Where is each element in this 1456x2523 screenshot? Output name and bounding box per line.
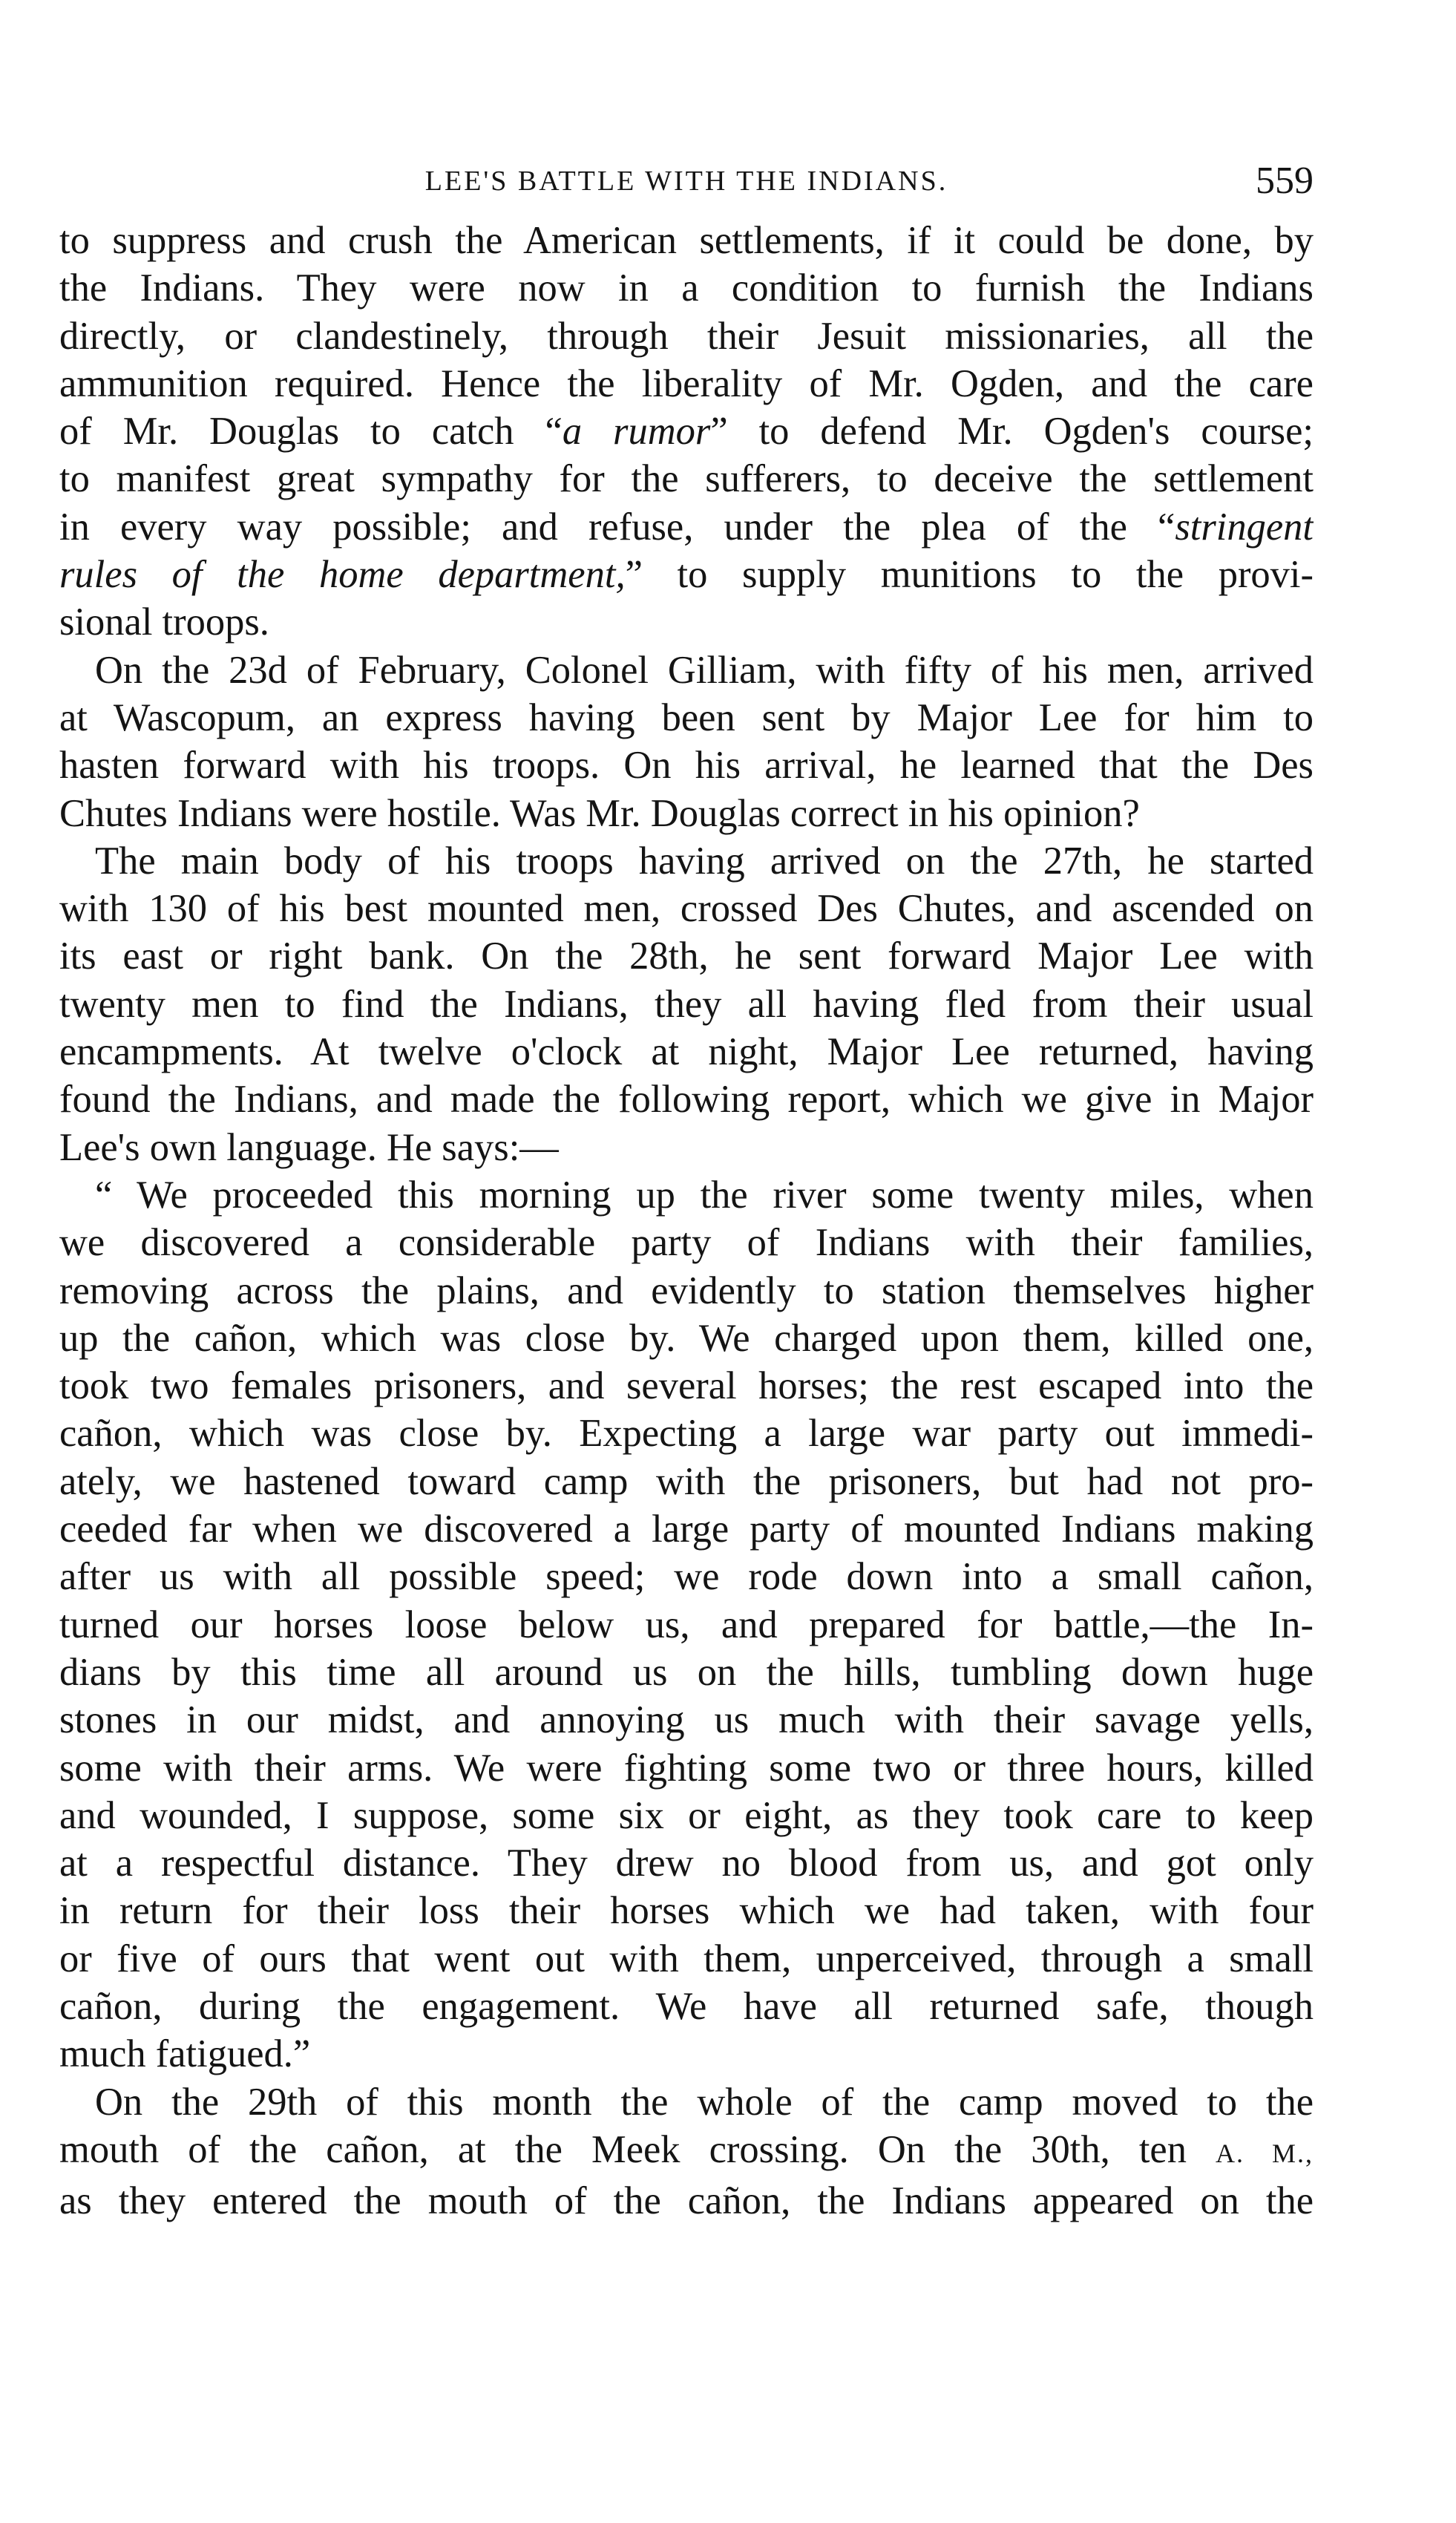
text-line: cañon, which was close by. Expecting a large war party out immedi- bbox=[59, 1412, 1314, 1456]
text-line: Chutes Indians were hostile. Was Mr. Douglas correct in his opinion? bbox=[59, 791, 1140, 835]
text-line: Lee's own language. He says:— bbox=[59, 1125, 559, 1169]
text-run: of Mr. Douglas to catch “ bbox=[59, 410, 563, 454]
paragraph-3 bbox=[59, 837, 1314, 1171]
text-run: mouth of the cañon, at the Meek crossing. On the 30th, ten bbox=[59, 2127, 1216, 2171]
text-line bbox=[59, 408, 1314, 455]
italic-phrase: rules of the home department, bbox=[59, 553, 626, 597]
text-run: “ We proceeded this morning up the river some twenty miles, when bbox=[95, 1173, 1314, 1217]
text-line: dians by this time all around us on the hills, tumbling down huge bbox=[59, 1650, 1314, 1694]
text-line: to manifest great sympathy for the sufferers, to deceive the settlement bbox=[59, 457, 1314, 501]
text-run: ” to defend Mr. Ogden's course; bbox=[710, 410, 1314, 454]
text-line: cañon, during the engagement. We have all returned safe, though bbox=[59, 1984, 1314, 2028]
page-number: 559 bbox=[1256, 160, 1314, 202]
text-line: as they entered the mouth of the cañon, the Indians appeared on the bbox=[59, 2179, 1314, 2223]
text-line bbox=[59, 1171, 1314, 1219]
text-run: ” to supply munitions to the provi- bbox=[625, 553, 1314, 597]
text-line bbox=[59, 551, 1314, 598]
text-line bbox=[59, 2126, 1314, 2177]
paragraph-5 bbox=[59, 2078, 1314, 2225]
running-head: LEE'S BATTLE WITH THE INDIANS. bbox=[424, 166, 948, 197]
text-line: with 130 of his best mounted men, crossed Des Chutes, and ascended on bbox=[59, 887, 1314, 931]
text-line: and wounded, I suppose, some six or eight, as they took care to keep bbox=[59, 1793, 1314, 1837]
text-line bbox=[59, 2078, 1314, 2126]
text-line: at Wascopum, an express having been sent by Major Lee for him to bbox=[59, 696, 1314, 739]
text-line: turned our horses loose below us, and prepared for battle,—the In- bbox=[59, 1603, 1314, 1646]
text-line bbox=[59, 837, 1314, 885]
text-line: ceeded far when we discovered a large party of mounted Indians making bbox=[59, 1508, 1314, 1551]
text-line: hasten forward with his troops. On his arrival, he learned that the Des bbox=[59, 744, 1314, 788]
text-line: twenty men to find the Indians, they all having fled from their usual bbox=[59, 982, 1314, 1026]
text-line: took two females prisoners, and several horses; the rest escaped into the bbox=[59, 1364, 1314, 1408]
page-header bbox=[59, 156, 1314, 206]
book-page bbox=[59, 156, 1314, 2225]
text-line: found the Indians, and made the following report, which we give in Major bbox=[59, 1078, 1314, 1122]
italic-phrase: stringent bbox=[1175, 505, 1314, 549]
text-line: ammunition required. Hence the liberality of Mr. Ogden, and the care bbox=[59, 361, 1314, 405]
text-line bbox=[59, 647, 1314, 694]
text-line: stones in our midst, and annoying us much with their savage yells, bbox=[59, 1698, 1314, 1742]
text-line bbox=[59, 503, 1314, 551]
text-line: sional troops. bbox=[59, 601, 269, 644]
text-line: after us with all possible speed; we rode down into a small cañon, bbox=[59, 1555, 1314, 1599]
time-abbreviation: A. M., bbox=[1216, 2138, 1314, 2168]
text-run: On the 29th of this month the whole of the camp moved to the bbox=[95, 2080, 1314, 2124]
text-line: we discovered a considerable party of Indians with their families, bbox=[59, 1221, 1314, 1265]
text-line: at a respectful distance. They drew no blood from us, and got only bbox=[59, 1842, 1314, 1885]
text-line: ately, we hastened toward camp with the prisoners, but had not pro- bbox=[59, 1459, 1314, 1503]
text-run: The main body of his troops having arrived on the 27th, he started bbox=[95, 839, 1314, 883]
italic-phrase: a rumor bbox=[562, 410, 711, 454]
text-line: in return for their loss their horses which we had taken, with four bbox=[59, 1889, 1314, 1933]
text-line: up the cañon, which was close by. We charged upon them, killed one, bbox=[59, 1316, 1314, 1360]
text-line: or five of ours that went out with them, unperceived, through a small bbox=[59, 1937, 1314, 1980]
paragraph-2 bbox=[59, 647, 1314, 837]
text-run: On the 23d of February, Colonel Gilliam, with fifty of his men, arrived bbox=[95, 648, 1314, 692]
text-line: removing across the plains, and evidently to station themselves higher bbox=[59, 1269, 1314, 1312]
text-line: its east or right bank. On the 28th, he sent forward Major Lee with bbox=[59, 935, 1314, 978]
text-line: directly, or clandestinely, through their Jesuit missionaries, all the bbox=[59, 314, 1314, 358]
paragraph-1 bbox=[59, 217, 1314, 647]
text-line: the Indians. They were now in a condition to furnish the Indians bbox=[59, 266, 1314, 310]
text-line: to suppress and crush the American settlements, if it could be done, by bbox=[59, 219, 1314, 262]
text-line: much fatigued.” bbox=[59, 2032, 311, 2076]
paragraph-4-quote bbox=[59, 1171, 1314, 2078]
text-run: in every way possible; and refuse, under the plea of the “ bbox=[59, 505, 1175, 549]
text-line: some with their arms. We were fighting some two or three hours, killed bbox=[59, 1746, 1314, 1790]
text-line: encampments. At twelve o'clock at night, Major Lee returned, having bbox=[59, 1030, 1314, 1074]
